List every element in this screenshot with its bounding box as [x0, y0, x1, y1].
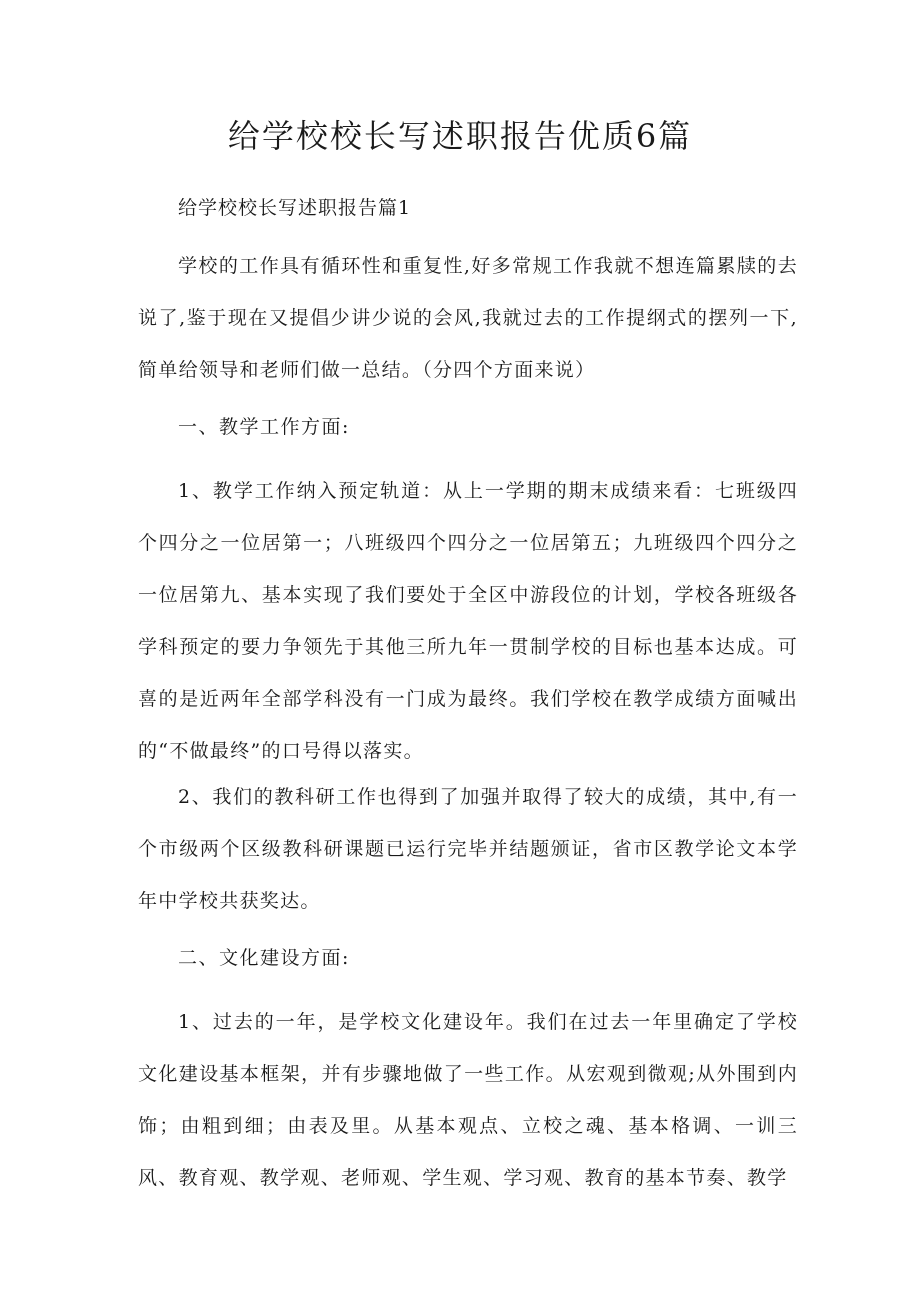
section-heading-culture: 二、文化建设方面: [178, 947, 350, 969]
teaching-item-2: 2、我们的教科研工作也得到了加强并取得了较大的成绩，其中,有一个市级两个区级教科研课题已运行完毕并结题颁证，省市区教学论文本学年中学校共获奖达。 [138, 786, 798, 912]
document-title: 给学校校长写述职报告优质6篇 [227, 117, 693, 155]
section-heading-teaching: 一、教学工作方面: [178, 416, 350, 438]
culture-item-1: 1、过去的一年，是学校文化建设年。我们在过去一年里确定了学校文化建设基本框架，并有步骤地做了一些工作。从宏观到微观;从外围到内饰；由粗到细；由表及里。从基本观点、立校之魂、基本格调、一训三风、教育观、教学观、老师观、学生观、学习观、教育的基本节奏、教学 [138, 1011, 798, 1189]
intro-paragraph: 学校的工作具有循环性和重复性,好多常规工作我就不想连篇累牍的去说了,鉴于现在又提倡少讲少说的会风,我就过去的工作提纲式的摆列一下,简单给领导和老师们做一总结。（分四个方面来说） [138, 255, 798, 381]
section-subtitle: 给学校校长写述职报告篇1 [178, 197, 412, 219]
teaching-item-1: 1、教学工作纳入预定轨道：从上一学期的期末成绩来看：七班级四个四分之一位居第一；八班级四个四分之一位居第五；九班级四个四分之一位居第九、基本实现了我们要处于全区中游段位的计划，学校各班级各学科预定的要力争领先于其他三所九年一贯制学校的目标也基本达成。可喜的是近两年全部学科没有一门成为最终。我们学校在教学成绩方面喊出的“不做最终”的口号得以落实。 [138, 480, 798, 762]
